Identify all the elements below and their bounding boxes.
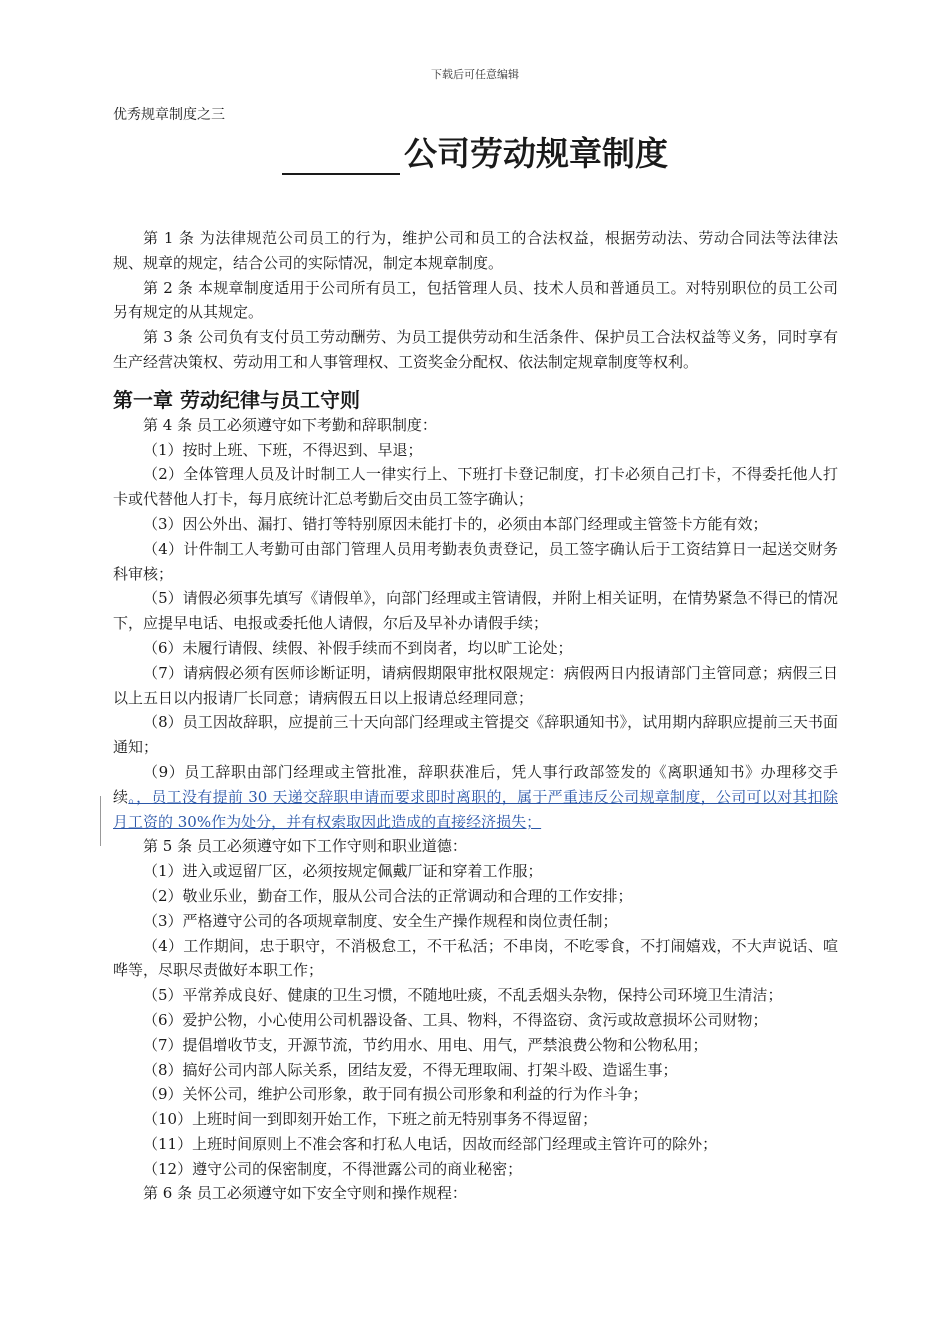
article-4-item: （1）按时上班、下班，不得迟到、早退； — [143, 440, 423, 459]
article-5-item: （8）搞好公司内部人际关系，团结友爱，不得无理取闹、打架斗殴、造谣生事； — [143, 1060, 678, 1079]
article-5-item: （6）爱护公物，小心使用公司机器设备、工具、物料，不得盗窃、贪污或故意损坏公司财物； — [143, 1010, 768, 1029]
article-4-item-9 — [113, 760, 838, 834]
article-1: 第 1 条 为法律规范公司员工的行为，维护公司和员工的合法权益，根据劳动法、劳动合同法等法律法规、规章的规定，结合公司的实际情况，制定本规章制度。 — [113, 229, 838, 272]
article-5-item: （3）严格遵守公司的各项规章制度、安全生产操作规程和岗位责任制； — [143, 911, 618, 930]
article-5-item: （2）敬业乐业，勤奋工作，服从公司合法的正常调动和合理的工作安排； — [143, 886, 633, 905]
header-note: 下载后可任意编辑 — [431, 68, 519, 81]
article-4-item: （5）请假必须事先填写《请假单》，向部门经理或主管请假，并附上相关证明，在情势紧急不得已的情况下，应提早电话、电报或委托他人请假，尔后及早补办请假手续； — [113, 589, 838, 633]
article-4-item: （2）全体管理人员及计时制工人一律实行上、下班打卡登记制度，打卡必须自己打卡，不得委托他人打卡或代替他人打卡，每月底统计汇总考勤后交由员工签字确认； — [113, 465, 838, 509]
chapter-1-heading: 第一章 劳动纪律与员工守则 — [113, 387, 360, 412]
article-4-head: 第 4 条 员工必须遵守如下考勤和辞职制度： — [143, 415, 437, 434]
article-5-head: 第 5 条 员工必须遵守如下工作守则和职业道德： — [143, 837, 467, 856]
tracked-insertion: 。，员工没有提前 30 天递交辞职申请而要求即时离职的，属于严重违反公司规章制度，公司可以对其扣除月工资的 30%作为处分，并有权索取因此造成的直接经济损失； — [113, 787, 838, 831]
article-5-item: （1）进入或逗留厂区，必须按规定佩戴厂证和穿着工作服； — [143, 862, 543, 881]
article-3: 第 3 条 公司负有支付员工劳动酬劳、为员工提供劳动和生活条件、保护员工合法权益等义务，同时享有生产经营决策权、劳动用工和人事管理权、工资奖金分配权、依法制定规章制度等权利。 — [113, 328, 838, 371]
title-text: 公司劳动规章制度 — [404, 134, 668, 173]
article-5-item: （5）平常养成良好、健康的卫生习惯，不随地吐痰，不乱丢烟头杂物，保持公司环境卫生清洁； — [143, 986, 783, 1005]
article-5-item: （12）遵守公司的保密制度，不得泄露公司的商业秘密； — [143, 1159, 523, 1178]
item-9-text: （9）员工辞职由部门经理或主管批准，辞职获准后，凭人事行政部签发的《离职通知书》办理移交手续 — [113, 762, 838, 806]
article-4-item: （4）计件制工人考勤可由部门管理人员用考勤表负责登记，员工签字确认后于工资结算日一起送交财务科审核； — [113, 539, 838, 583]
article-6-head: 第 6 条 员工必须遵守如下安全守则和操作规程： — [143, 1184, 467, 1203]
article-4-item: （7）请病假必须有医师诊断证明，请病假期限审批权限规定：病假两日内报请部门主管同意；病假三日以上五日以内报请厂长同意；请病假五日以上报请总经理同意； — [113, 663, 838, 707]
article-5-item: （9）关怀公司，维护公司形象，敢于同有损公司形象和利益的行为作斗争； — [143, 1085, 648, 1104]
document-title — [0, 128, 950, 175]
revision-change-bar — [100, 796, 101, 846]
article-4-item: （6）未履行请假、续假、补假手续而不到岗者，均以旷工论处； — [143, 638, 573, 657]
series-label: 优秀规章制度之三 — [113, 107, 225, 123]
title-blank-line — [282, 139, 400, 175]
article-5-item: （10）上班时间一到即刻开始工作，下班之前无特别事务不得逗留； — [143, 1110, 598, 1129]
article-5-item: （4）工作期间，忠于职守，不消极怠工，不干私活；不串岗，不吃零食，不打闹嬉戏，不大声说话、喧哗等，尽职尽责做好本职工作； — [113, 936, 838, 980]
article-4-item: （3）因公外出、漏打、错打等特别原因未能打卡的，必须由本部门经理或主管签卡方能有效； — [143, 514, 768, 533]
article-4-item: （8）员工因故辞职，应提前三十天向部门经理或主管提交《辞职通知书》，试用期内辞职应提前三天书面通知； — [113, 713, 838, 757]
document-body — [113, 226, 838, 1206]
article-2: 第 2 条 本规章制度适用于公司所有员工，包括管理人员、技术人员和普通员工。对特别职位的员工公司另有规定的从其规定。 — [113, 278, 838, 322]
article-5-item: （7）提倡增收节支，开源节流，节约用水、用电、用气，严禁浪费公物和公物私用； — [143, 1035, 708, 1054]
article-5-item: （11）上班时间原则上不准会客和打私人电话，因故而经部门经理或主管许可的除外； — [143, 1134, 718, 1153]
